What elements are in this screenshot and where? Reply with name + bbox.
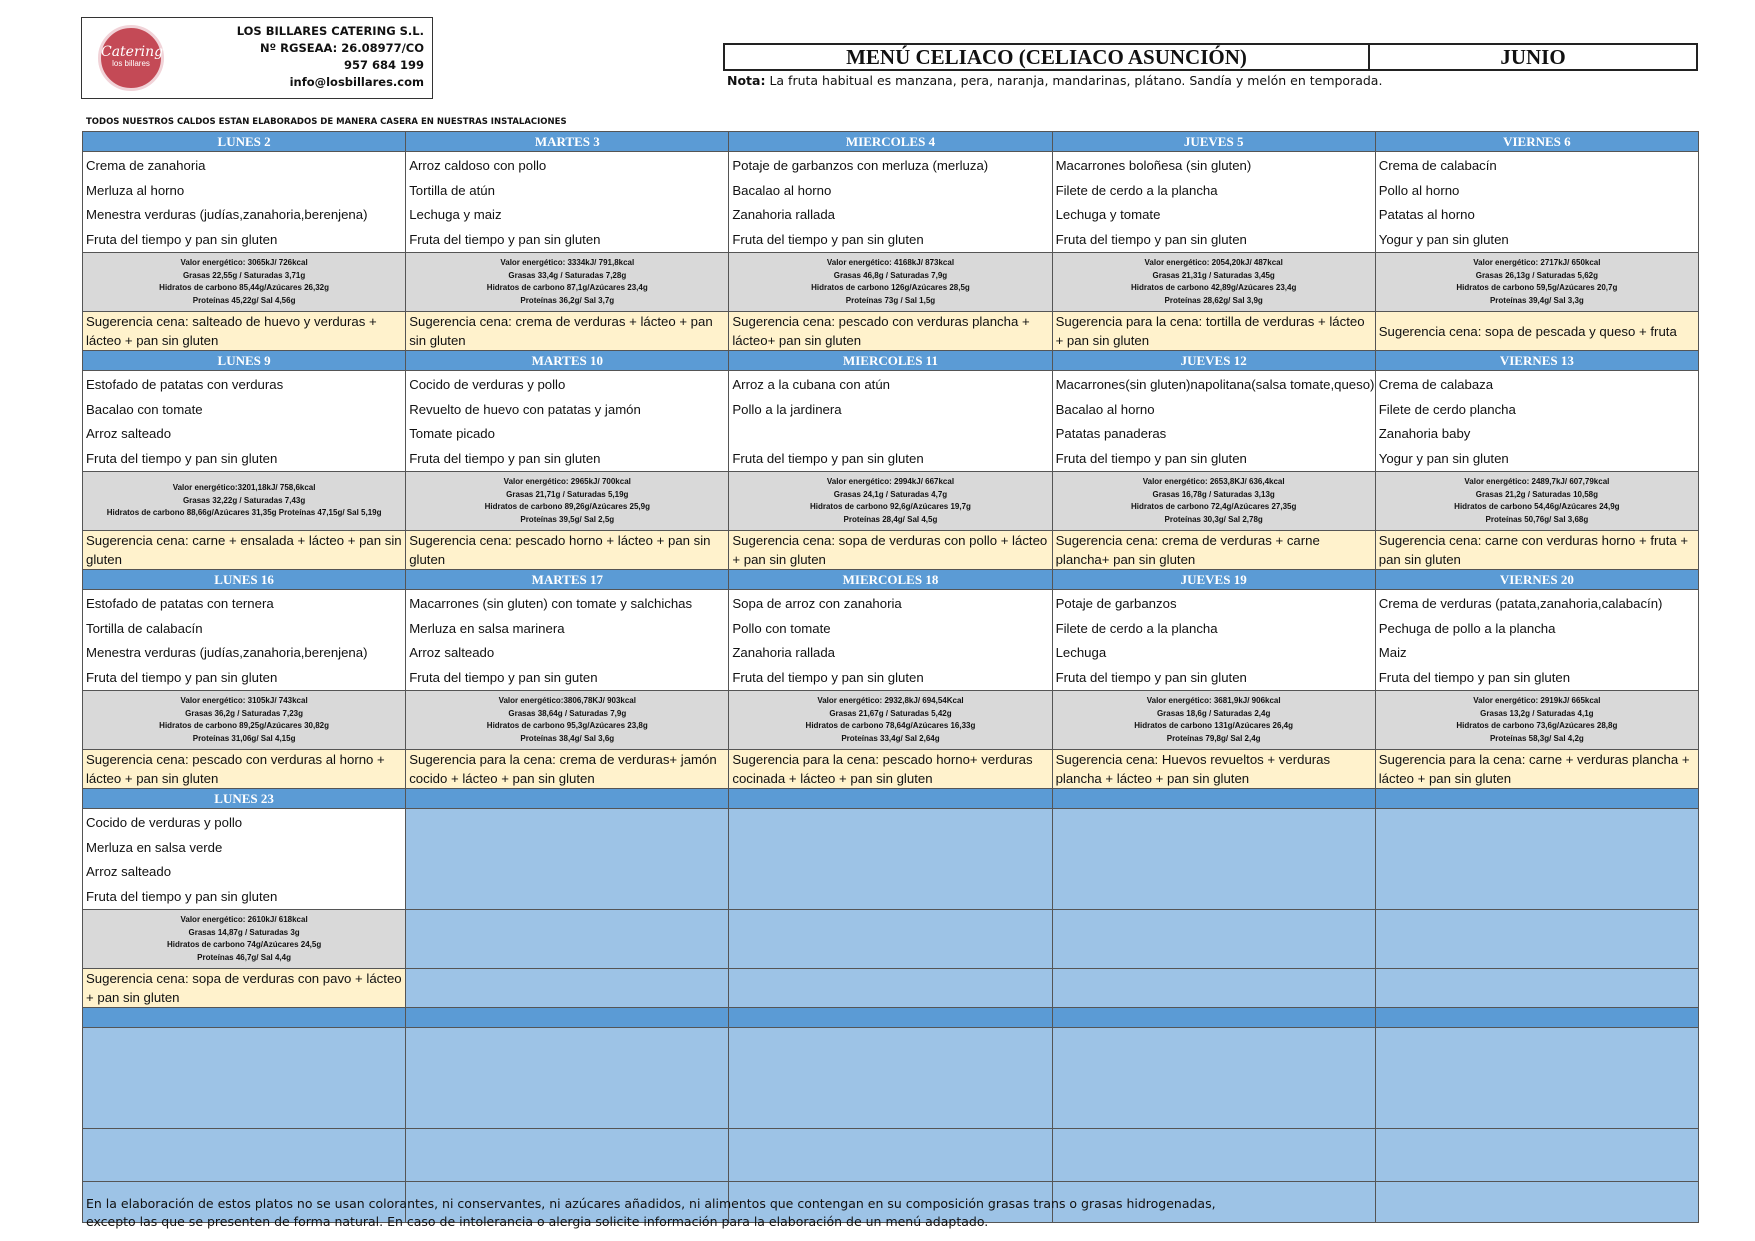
dinner-suggestion: Sugerencia cena: Huevos revueltos + verduras plancha + lácteo + pan sin gluten bbox=[1052, 750, 1375, 789]
dish-item: Macarrones boloñesa (sin gluten) bbox=[1055, 158, 1252, 173]
dish-item: Filete de cerdo plancha bbox=[1378, 401, 1516, 417]
nutrition-line: Grasas 36,2g / Saturadas 7,23g bbox=[185, 708, 304, 718]
day-label-empty bbox=[1052, 789, 1375, 809]
nutrition-line: Hidratos de carbono 59,5g/Azúcares 20,7g bbox=[1456, 283, 1618, 292]
dish-item: Crema de calabacín bbox=[1378, 158, 1497, 173]
nutrition-line: Valor energético: 4168kJ/ 873kcal bbox=[826, 258, 955, 267]
day-label: LUNES 2 bbox=[83, 132, 406, 152]
menu-grid bbox=[82, 131, 1699, 1223]
dish-item: Zanahoria rallada bbox=[732, 645, 836, 660]
nutrition-cell bbox=[406, 472, 729, 531]
nutrition-row bbox=[83, 253, 1699, 312]
dishes-cell bbox=[83, 152, 406, 253]
empty-cell bbox=[729, 1129, 1052, 1182]
nutrition-cell bbox=[406, 253, 729, 312]
company-email: info@losbillares.com bbox=[289, 75, 424, 89]
dishes-cell bbox=[406, 371, 729, 472]
dishes-cell bbox=[1375, 152, 1698, 253]
dinner-suggestion: Sugerencia cena: sopa de verduras con pavo + lácteo + pan sin gluten bbox=[83, 969, 406, 1008]
dish-item: Fruta del tiempo y pan sin gluten bbox=[86, 231, 278, 247]
nutrition-line: Proteínas 39,4g/ Sal 3,3g bbox=[1489, 295, 1584, 305]
dish-item: Yogur y pan sin gluten bbox=[1378, 231, 1509, 247]
dish-item: Macarrones (sin gluten) con tomate y salchichas bbox=[409, 596, 693, 611]
dish-item: Potaje de garbanzos con merluza (merluza) bbox=[732, 158, 989, 173]
dinner-suggestion: Sugerencia para la cena: crema de verduras+ jamón cocido + lácteo + pan sin gluten bbox=[406, 750, 729, 789]
suggestion-row bbox=[83, 531, 1699, 570]
dish-item: Revuelto de huevo con patatas y jamón bbox=[409, 401, 641, 417]
empty-cell bbox=[729, 969, 1052, 1008]
dish-item: Fruta del tiempo y pan sin guten bbox=[409, 669, 598, 685]
nutrition-cell bbox=[83, 472, 406, 531]
broth-note: TODOS NUESTROS CALDOS ESTAN ELABORADOS DE MANERA CASERA EN NUESTRAS INSTALACIONES bbox=[86, 117, 567, 127]
nutrition-line: Proteínas 36,2g/ Sal 3,7g bbox=[520, 295, 615, 305]
nutrition-row bbox=[83, 472, 1699, 531]
empty-cell bbox=[1052, 809, 1375, 910]
nutrition-line: Valor energético: 2932,8kJ/ 694,54Kcal bbox=[817, 696, 964, 705]
nutrition-line: Grasas 32,22g / Saturadas 7,43g bbox=[182, 495, 306, 505]
dish-item: Arroz salteado bbox=[86, 426, 172, 441]
nutrition-cell bbox=[729, 253, 1052, 312]
dishes-cell bbox=[1052, 371, 1375, 472]
nutrition-line: Valor energético: 2489,7kJ/ 607,79kcal bbox=[1464, 477, 1610, 486]
dish-item: Fruta del tiempo y pan sin gluten bbox=[732, 231, 924, 247]
dinner-suggestion: Sugerencia cena: crema de verduras + lácteo + pan sin gluten bbox=[406, 312, 729, 351]
day-label-empty bbox=[1375, 1008, 1698, 1028]
suggestion-row bbox=[83, 312, 1699, 351]
dish-item: Pollo al horno bbox=[1378, 182, 1460, 198]
dish-item: Fruta del tiempo y pan sin gluten bbox=[1055, 669, 1247, 685]
company-rgseaa: Nº RGSEAA: 26.08977/CO bbox=[260, 41, 424, 55]
empty-cell bbox=[1375, 1129, 1698, 1182]
nutrition-line: Grasas 18,6g / Saturadas 2,4g bbox=[1156, 708, 1271, 718]
dish-item: Arroz salteado bbox=[86, 864, 172, 879]
dishes-cell bbox=[729, 371, 1052, 472]
nutrition-cell bbox=[1375, 472, 1698, 531]
nutrition-cell bbox=[1375, 691, 1698, 750]
dishes-cell bbox=[406, 590, 729, 691]
dish-item: Cocido de verduras y pollo bbox=[409, 377, 566, 392]
company-phone: 957 684 199 bbox=[343, 58, 424, 72]
dinner-suggestion: Sugerencia cena: crema de verduras + carne plancha+ pan sin gluten bbox=[1052, 531, 1375, 570]
nutrition-line: Proteínas 38,4g/ Sal 3,6g bbox=[520, 733, 615, 743]
empty-row bbox=[83, 1028, 1699, 1129]
nutrition-line: Hidratos de carbono 126g/Azúcares 28,5g bbox=[811, 283, 970, 292]
nutrition-line: Valor energético:3201,18kJ/ 758,6kcal bbox=[172, 483, 316, 493]
dinner-suggestion: Sugerencia cena: pescado con verduras plancha + lácteo+ pan sin gluten bbox=[729, 312, 1052, 351]
dishes-cell bbox=[83, 590, 406, 691]
nutrition-cell bbox=[83, 910, 406, 969]
day-label-empty bbox=[729, 789, 1052, 809]
dish-item: Fruta del tiempo y pan sin gluten bbox=[1378, 669, 1571, 685]
day-header-row bbox=[83, 132, 1699, 152]
dish-item: Lechuga bbox=[1055, 645, 1107, 660]
nutrition-row bbox=[83, 910, 1699, 969]
day-header-row bbox=[83, 351, 1699, 371]
day-label: MIERCOLES 11 bbox=[729, 351, 1052, 371]
nutrition-line: Proteínas 50,76g/ Sal 3,68g bbox=[1485, 514, 1589, 524]
dish-item: Bacalao al horno bbox=[1055, 401, 1155, 417]
dishes-row bbox=[83, 152, 1699, 253]
footer-disclaimer bbox=[86, 1195, 1216, 1231]
nutrition-cell bbox=[83, 253, 406, 312]
footer-line-2: excepto las que se presenten de forma natural. En caso de intolerancia o alergia solicite información para la elaboración de un menú adaptado. bbox=[86, 1214, 989, 1229]
dish-item: Patatas panaderas bbox=[1055, 426, 1167, 441]
dish-item: Pechuga de pollo a la plancha bbox=[1378, 620, 1556, 636]
nutrition-line: Proteínas 45,22g/ Sal 4,56g bbox=[192, 295, 296, 305]
nutrition-line: Valor energético: 3334kJ/ 791,8kcal bbox=[500, 258, 635, 267]
note-text: La fruta habitual es manzana, pera, naranja, mandarinas, plátano. Sandía y melón en temporada. bbox=[765, 73, 1383, 88]
nutrition-line: Hidratos de carbono 78,64g/Azúcares 16,33g bbox=[805, 721, 976, 730]
dish-item: Potaje de garbanzos bbox=[1055, 596, 1177, 611]
nutrition-cell bbox=[729, 691, 1052, 750]
dishes-row bbox=[83, 590, 1699, 691]
day-header-row bbox=[83, 789, 1699, 809]
nutrition-line: Grasas 16,78g / Saturadas 3,13g bbox=[1152, 489, 1275, 499]
nutrition-line: Grasas 22,55g / Saturadas 3,71g bbox=[182, 270, 306, 280]
day-label: LUNES 23 bbox=[83, 789, 406, 809]
nutrition-line: Hidratos de carbono 87,1g/Azúcares 23,4g bbox=[486, 283, 648, 292]
nutrition-line: Valor energético: 2717kJ/ 650kcal bbox=[1473, 258, 1601, 267]
dinner-suggestion: Sugerencia para la cena: tortilla de verduras + lácteo + pan sin gluten bbox=[1052, 312, 1375, 351]
dish-item: Tortilla de calabacín bbox=[86, 620, 203, 636]
nutrition-line: Hidratos de carbono 89,26g/Azúcares 25,9g bbox=[484, 502, 650, 511]
empty-cell bbox=[1052, 1028, 1375, 1129]
empty-cell bbox=[1052, 910, 1375, 969]
nutrition-line: Grasas 21,67g / Saturadas 5,42g bbox=[829, 708, 952, 718]
dish-item: Merluza en salsa verde bbox=[86, 839, 223, 855]
nutrition-line: Proteínas 31,06g/ Sal 4,15g bbox=[192, 733, 296, 743]
nutrition-line: Proteínas 46,7g/ Sal 4,4g bbox=[197, 952, 291, 962]
day-label: MARTES 10 bbox=[406, 351, 729, 371]
menu-month: JUNIO bbox=[1500, 45, 1566, 69]
dish-item: Fruta del tiempo y pan sin gluten bbox=[1055, 450, 1247, 466]
nutrition-cell bbox=[1052, 472, 1375, 531]
empty-cell bbox=[406, 969, 729, 1008]
nutrition-line: Valor energético: 3105kJ/ 743kcal bbox=[180, 696, 308, 705]
dishes-cell bbox=[1052, 590, 1375, 691]
dish-item: Zanahoria baby bbox=[1378, 426, 1471, 441]
nutrition-line: Grasas 21,71g / Saturadas 5,19g bbox=[506, 489, 629, 499]
dish-item: Menestra verduras (judías,zanahoria,berenjena) bbox=[86, 645, 368, 660]
nutrition-cell bbox=[83, 691, 406, 750]
company-info bbox=[237, 23, 424, 91]
empty-row bbox=[83, 1129, 1699, 1182]
nutrition-cell bbox=[1052, 253, 1375, 312]
nutrition-line: Hidratos de carbono 73,6g/Azúcares 28,8g bbox=[1456, 721, 1618, 730]
day-label: JUEVES 5 bbox=[1052, 132, 1375, 152]
empty-cell bbox=[1375, 1182, 1698, 1223]
nutrition-line: Proteínas 33,4g/ Sal 2,64g bbox=[841, 733, 940, 743]
dish-item: Fruta del tiempo y pan sin gluten bbox=[1055, 231, 1247, 247]
dish-item: Cocido de verduras y pollo bbox=[86, 815, 243, 830]
nutrition-line: Proteínas 39,5g/ Sal 2,5g bbox=[520, 514, 615, 524]
dish-item: Maiz bbox=[1378, 645, 1407, 660]
nutrition-line: Hidratos de carbono 85,44g/Azúcares 26,32g bbox=[159, 283, 330, 292]
day-label: LUNES 9 bbox=[83, 351, 406, 371]
empty-cell bbox=[1375, 969, 1698, 1008]
nutrition-line: Valor energético: 2919kJ/ 665kcal bbox=[1473, 696, 1601, 705]
day-label: VIERNES 13 bbox=[1375, 351, 1698, 371]
nutrition-line: Hidratos de carbono 95,3g/Azúcares 23,8g bbox=[486, 721, 648, 730]
dish-item: Estofado de patatas con verduras bbox=[86, 377, 284, 392]
dish-item: Menestra verduras (judías,zanahoria,berenjena) bbox=[86, 207, 368, 222]
dish-item: Fruta del tiempo y pan sin gluten bbox=[732, 450, 924, 466]
dinner-suggestion: Sugerencia cena: salteado de huevo y verduras + lácteo + pan sin gluten bbox=[83, 312, 406, 351]
dishes-cell bbox=[1375, 590, 1698, 691]
day-label-empty bbox=[1052, 1008, 1375, 1028]
dinner-suggestion: Sugerencia para la cena: carne + verduras plancha + lácteo + pan sin gluten bbox=[1375, 750, 1698, 789]
day-label: MIERCOLES 4 bbox=[729, 132, 1052, 152]
dish-item: Yogur y pan sin gluten bbox=[1378, 450, 1509, 466]
nutrition-line: Proteínas 73g / Sal 1,5g bbox=[845, 295, 936, 305]
nutrition-line: Valor energético: 2653,8KJ/ 636,4kcal bbox=[1142, 477, 1285, 486]
empty-cell bbox=[729, 809, 1052, 910]
logo-box bbox=[81, 17, 433, 99]
suggestion-row bbox=[83, 750, 1699, 789]
day-label: JUEVES 19 bbox=[1052, 570, 1375, 590]
dish-item: Filete de cerdo a la plancha bbox=[1055, 620, 1218, 636]
nutrition-line: Grasas 14,87g / Saturadas 3g bbox=[188, 927, 300, 937]
nutrition-line: Hidratos de carbono 42,89g/Azúcares 23,4g bbox=[1130, 283, 1297, 292]
nutrition-line: Valor energético: 3681,9kJ/ 906kcal bbox=[1146, 696, 1281, 705]
company-name: LOS BILLARES CATERING S.L. bbox=[236, 24, 424, 38]
empty-cell bbox=[729, 910, 1052, 969]
dish-item: Arroz caldoso con pollo bbox=[409, 158, 547, 173]
nutrition-cell bbox=[729, 472, 1052, 531]
nutrition-line: Hidratos de carbono 72,4g/Azúcares 27,35g bbox=[1130, 502, 1297, 511]
day-label-empty bbox=[729, 1008, 1052, 1028]
dish-item bbox=[732, 422, 1048, 447]
nutrition-line: Proteínas 28,62g/ Sal 3,9g bbox=[1164, 295, 1263, 305]
nutrition-line: Grasas 24,1g / Saturadas 4,7g bbox=[833, 489, 948, 499]
day-label-empty bbox=[83, 1008, 406, 1028]
note-label: Nota: bbox=[727, 73, 766, 88]
day-header-row bbox=[83, 570, 1699, 590]
nutrition-line: Grasas 33,4g / Saturadas 7,28g bbox=[508, 270, 627, 280]
nutrition-line: Proteínas 28,4g/ Sal 4,5g bbox=[843, 514, 938, 524]
dishes-cell bbox=[729, 152, 1052, 253]
dinner-suggestion: Sugerencia cena: pescado con verduras al horno + lácteo + pan sin gluten bbox=[83, 750, 406, 789]
dishes-cell bbox=[1052, 152, 1375, 253]
dish-item: Fruta del tiempo y pan sin gluten bbox=[86, 669, 278, 685]
day-label: VIERNES 6 bbox=[1375, 132, 1698, 152]
dish-item: Arroz a la cubana con atún bbox=[732, 377, 890, 392]
dish-item: Crema de calabaza bbox=[1378, 377, 1494, 392]
nutrition-line: Valor energético: 3065kJ/ 726kcal bbox=[180, 258, 308, 267]
dish-item: Zanahoria rallada bbox=[732, 207, 836, 222]
nutrition-line: Grasas 21,31g / Saturadas 3,45g bbox=[1152, 270, 1275, 280]
empty-cell bbox=[1375, 910, 1698, 969]
empty-cell bbox=[406, 1129, 729, 1182]
empty-cell bbox=[406, 910, 729, 969]
nutrition-line: Hidratos de carbono 54,46g/Azúcares 24,9g bbox=[1454, 502, 1620, 511]
dish-item: Fruta del tiempo y pan sin gluten bbox=[409, 450, 601, 466]
dish-item: Tortilla de atún bbox=[409, 182, 495, 198]
nutrition-line: Grasas 38,64g / Saturadas 7,9g bbox=[508, 708, 627, 718]
dish-item: Macarrones(sin gluten)napolitana(salsa tomate,queso) bbox=[1055, 377, 1375, 392]
dishes-row bbox=[83, 809, 1699, 910]
dinner-suggestion: Sugerencia cena: carne + ensalada + lácteo + pan sin gluten bbox=[83, 531, 406, 570]
dinner-suggestion: Sugerencia cena: sopa de verduras con pollo + lácteo + pan sin gluten bbox=[729, 531, 1052, 570]
dish-item: Bacalao al horno bbox=[732, 182, 832, 198]
nutrition-line: Hidratos de carbono 74g/Azúcares 24,5g bbox=[166, 940, 322, 949]
day-label: MARTES 3 bbox=[406, 132, 729, 152]
dish-item: Pollo con tomate bbox=[732, 620, 831, 636]
dish-item: Patatas al horno bbox=[1378, 207, 1475, 222]
dish-item: Fruta del tiempo y pan sin gluten bbox=[86, 450, 278, 466]
menu-title: MENÚ CELIACO (CELIACO ASUNCIÓN) bbox=[725, 45, 1370, 69]
title-box bbox=[723, 43, 1698, 71]
dish-item: Sopa de arroz con zanahoria bbox=[732, 596, 902, 611]
fruit-note bbox=[727, 73, 1382, 88]
day-label: JUEVES 12 bbox=[1052, 351, 1375, 371]
empty-cell bbox=[83, 1129, 406, 1182]
dish-item: Merluza al horno bbox=[86, 182, 185, 198]
dish-item: Estofado de patatas con ternera bbox=[86, 596, 274, 611]
day-label: MIERCOLES 18 bbox=[729, 570, 1052, 590]
empty-cell bbox=[83, 1028, 406, 1129]
dish-item: Tomate picado bbox=[409, 426, 495, 441]
empty-cell bbox=[406, 1028, 729, 1129]
nutrition-cell bbox=[1375, 253, 1698, 312]
dinner-suggestion: Sugerencia cena: sopa de pescada y queso + fruta bbox=[1375, 312, 1698, 351]
nutrition-line: Proteínas 58,3g/ Sal 4,2g bbox=[1489, 733, 1584, 743]
dish-item: Fruta del tiempo y pan sin gluten bbox=[732, 669, 924, 685]
nutrition-line: Hidratos de carbono 92,6g/Azúcares 19,7g bbox=[809, 502, 971, 511]
dishes-cell bbox=[406, 152, 729, 253]
dish-item: Merluza en salsa marinera bbox=[409, 620, 565, 636]
day-label-empty bbox=[1375, 789, 1698, 809]
nutrition-line: Valor energético: 2054,20kJ/ 487kcal bbox=[1144, 258, 1283, 267]
nutrition-line: Hidratos de carbono 89,25g/Azúcares 30,82g bbox=[159, 721, 330, 730]
nutrition-line: Grasas 21,2g / Saturadas 10,58g bbox=[1475, 489, 1599, 499]
empty-cell bbox=[729, 1028, 1052, 1129]
dinner-suggestion: Sugerencia cena: carne con verduras horno + fruta + pan sin gluten bbox=[1375, 531, 1698, 570]
dish-item: Arroz salteado bbox=[409, 645, 495, 660]
nutrition-line: Hidratos de carbono 131g/Azúcares 26,4g bbox=[1134, 721, 1294, 730]
nutrition-cell bbox=[1052, 691, 1375, 750]
nutrition-line: Grasas 26,13g / Saturadas 5,62g bbox=[1475, 270, 1599, 280]
empty-cell bbox=[1375, 809, 1698, 910]
nutrition-line: Valor energético: 2965kJ/ 700kcal bbox=[503, 477, 631, 486]
nutrition-line: Valor energético: 2994kJ/ 667kcal bbox=[826, 477, 955, 486]
dishes-cell bbox=[83, 809, 406, 910]
nutrition-line: Proteínas 79,8g/ Sal 2,4g bbox=[1166, 733, 1261, 743]
dinner-suggestion: Sugerencia para la cena: pescado horno+ verduras cocinada + lácteo + pan sin gluten bbox=[729, 750, 1052, 789]
dish-item: Bacalao con tomate bbox=[86, 401, 203, 417]
nutrition-line: Valor energético:3806,78KJ/ 903kcal bbox=[498, 696, 636, 705]
nutrition-line: Grasas 13,2g / Saturadas 4,1g bbox=[1480, 708, 1594, 718]
day-label: MARTES 17 bbox=[406, 570, 729, 590]
empty-cell bbox=[406, 809, 729, 910]
empty-row bbox=[83, 1008, 1699, 1028]
nutrition-line: Hidratos de carbono 88,66g/Azúcares 31,35g Proteínas 47,15g/ Sal 5,19g bbox=[106, 508, 382, 518]
footer-line-1: En la elaboración de estos platos no se usan colorantes, ni conservantes, ni azúcares añadidos, ni alimentos que contengan en su composición grasas trans o grasas hidrogenadas, bbox=[86, 1196, 1216, 1211]
dishes-cell bbox=[83, 371, 406, 472]
day-label: VIERNES 20 bbox=[1375, 570, 1698, 590]
nutrition-line: Valor energético: 2610kJ/ 618kcal bbox=[180, 915, 308, 924]
empty-cell bbox=[1052, 1129, 1375, 1182]
logo-subtext: los billares bbox=[112, 59, 150, 68]
dish-item: Lechuga y maiz bbox=[409, 207, 502, 222]
dish-item: Fruta del tiempo y pan sin gluten bbox=[409, 231, 601, 247]
nutrition-row bbox=[83, 691, 1699, 750]
dinner-suggestion: Sugerencia cena: pescado horno + lácteo + pan sin gluten bbox=[406, 531, 729, 570]
dish-item: Lechuga y tomate bbox=[1055, 207, 1161, 222]
dish-item: Pollo a la jardinera bbox=[732, 401, 842, 417]
day-label: LUNES 16 bbox=[83, 570, 406, 590]
dish-item: Filete de cerdo a la plancha bbox=[1055, 182, 1218, 198]
dish-item: Crema de zanahoria bbox=[86, 158, 206, 173]
empty-cell bbox=[1052, 969, 1375, 1008]
nutrition-cell bbox=[406, 691, 729, 750]
logo-text: Catering bbox=[101, 44, 164, 60]
nutrition-line: Proteínas 30,3g/ Sal 2,78g bbox=[1164, 514, 1263, 524]
dishes-cell bbox=[729, 590, 1052, 691]
nutrition-line: Grasas 46,8g / Saturadas 7,9g bbox=[833, 270, 948, 280]
dishes-cell bbox=[1375, 371, 1698, 472]
day-label-empty bbox=[406, 1008, 729, 1028]
catering-logo bbox=[98, 25, 164, 91]
dishes-row bbox=[83, 371, 1699, 472]
dish-item: Fruta del tiempo y pan sin gluten bbox=[86, 888, 278, 904]
empty-cell bbox=[1375, 1028, 1698, 1129]
dish-item: Crema de verduras (patata,zanahoria,calabacín) bbox=[1378, 596, 1663, 611]
suggestion-row bbox=[83, 969, 1699, 1008]
day-label-empty bbox=[406, 789, 729, 809]
